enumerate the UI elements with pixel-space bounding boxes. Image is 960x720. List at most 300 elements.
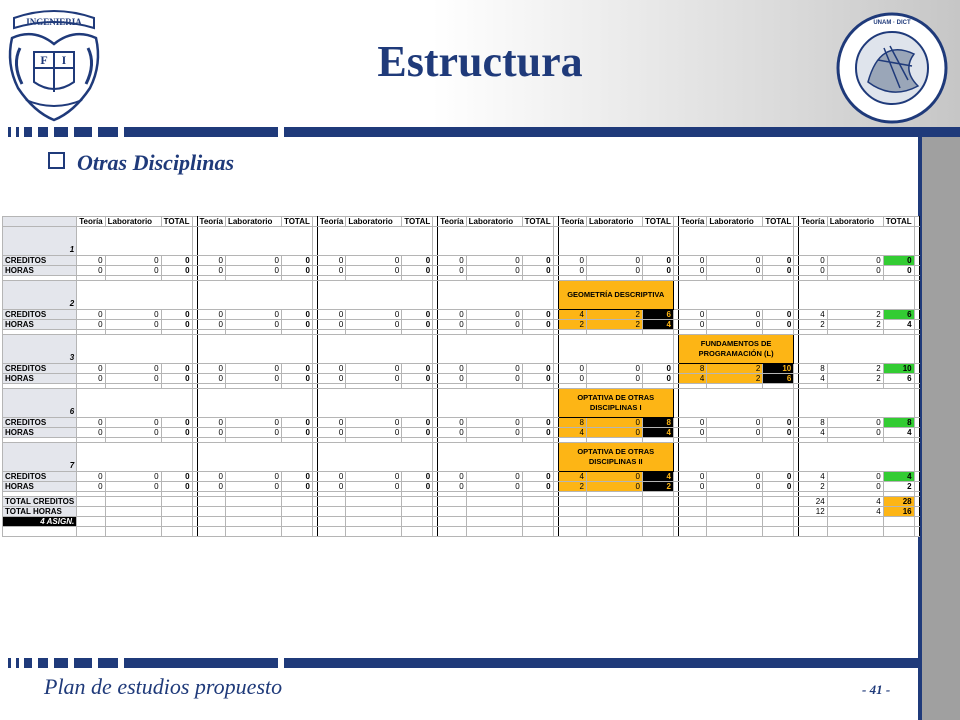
value-cell: 6 — [643, 310, 674, 320]
empty-cell — [77, 227, 192, 256]
value-cell: 0 — [77, 428, 105, 438]
value-cell: 0 — [466, 482, 522, 492]
empty-cell — [587, 527, 643, 537]
value-cell: 0 — [197, 472, 225, 482]
group-separator — [914, 364, 919, 374]
subject-name: GEOMETRÍA DESCRIPTIVA — [558, 281, 673, 310]
value-cell: 0 — [827, 472, 883, 482]
value-cell: 4 — [883, 472, 914, 482]
empty-cell — [346, 527, 402, 537]
value-cell: 0 — [707, 482, 763, 492]
empty-cell — [799, 389, 914, 418]
empty-cell — [438, 335, 553, 364]
empty-cell — [587, 497, 643, 507]
value-cell: 0 — [225, 482, 281, 492]
semester-row — [3, 443, 920, 472]
empty-cell — [317, 443, 432, 472]
value-cell: 0 — [317, 364, 345, 374]
empty-cell — [827, 527, 883, 537]
value-cell: 0 — [402, 482, 433, 492]
value-cell: 0 — [587, 364, 643, 374]
empty-cell — [317, 497, 345, 507]
value-cell: 0 — [522, 482, 553, 492]
creditos-row — [3, 256, 920, 266]
empty-cell — [678, 443, 793, 472]
value-cell: 0 — [558, 374, 586, 384]
value-cell: 4 — [558, 428, 586, 438]
empty-cell — [763, 517, 794, 527]
semester-number: 1 — [3, 227, 77, 256]
svg-text:INGENIERIA: INGENIERIA — [26, 17, 82, 27]
empty-cell — [317, 517, 345, 527]
group-separator — [914, 428, 919, 438]
horas-row — [3, 428, 920, 438]
creditos-row — [3, 418, 920, 428]
empty-cell — [438, 443, 553, 472]
empty-cell — [707, 507, 763, 517]
value-cell: 0 — [225, 374, 281, 384]
empty-cell — [438, 497, 466, 507]
value-cell: 0 — [77, 472, 105, 482]
empty-cell — [77, 335, 192, 364]
empty-cell — [678, 517, 706, 527]
subject-name: FUNDAMENTOS DE PROGRAMACIÓN (L) — [678, 335, 793, 364]
value-cell: 2 — [827, 374, 883, 384]
value-cell: 8 — [558, 418, 586, 428]
column-header: Teoría — [197, 217, 225, 227]
value-cell: 4 — [678, 374, 706, 384]
semester-number: 2 — [3, 281, 77, 310]
empty-cell — [678, 281, 793, 310]
empty-cell — [3, 527, 77, 537]
value-cell: 0 — [466, 374, 522, 384]
semester-row — [3, 389, 920, 418]
value-cell: 0 — [346, 374, 402, 384]
empty-cell — [197, 507, 225, 517]
semester-row — [3, 227, 920, 256]
value-cell: 0 — [105, 256, 161, 266]
semester-number: 6 — [3, 389, 77, 418]
empty-cell — [161, 497, 192, 507]
empty-cell — [438, 507, 466, 517]
empty-cell — [197, 527, 225, 537]
empty-cell — [317, 527, 345, 537]
footer-title: Plan de estudios propuesto — [44, 674, 283, 699]
value-cell: 0 — [225, 320, 281, 330]
empty-cell — [763, 497, 794, 507]
value-cell: 0 — [105, 310, 161, 320]
value-cell: 0 — [643, 266, 674, 276]
value-cell: 0 — [522, 256, 553, 266]
empty-cell — [225, 497, 281, 507]
value-cell: 0 — [346, 256, 402, 266]
value-cell: 0 — [707, 266, 763, 276]
value-cell: 0 — [281, 418, 312, 428]
value-cell: 0 — [402, 472, 433, 482]
value-cell: 0 — [643, 256, 674, 266]
value-cell: 8 — [799, 364, 827, 374]
column-header-row — [3, 217, 920, 227]
empty-cell — [678, 227, 793, 256]
empty-cell — [402, 497, 433, 507]
creditos-row — [3, 364, 920, 374]
empty-cell — [883, 517, 914, 527]
section-title: Otras Disciplinas — [77, 150, 235, 175]
hollow-square-bullet-icon — [48, 152, 65, 169]
value-cell: 4 — [883, 320, 914, 330]
empty-cell — [643, 497, 674, 507]
value-cell: 0 — [466, 310, 522, 320]
value-cell: 0 — [161, 374, 192, 384]
value-cell: 0 — [281, 310, 312, 320]
column-header: Teoría — [77, 217, 105, 227]
value-cell: 0 — [678, 256, 706, 266]
value-cell: 0 — [522, 320, 553, 330]
value-cell: 0 — [558, 364, 586, 374]
total-value: 24 — [799, 497, 827, 507]
value-cell: 0 — [522, 428, 553, 438]
group-separator — [914, 335, 919, 364]
totals-row — [3, 507, 920, 517]
horas-row — [3, 266, 920, 276]
empty-cell — [678, 389, 793, 418]
column-header: TOTAL — [161, 217, 192, 227]
empty-cell — [105, 507, 161, 517]
group-separator — [914, 517, 919, 527]
value-cell: 0 — [402, 310, 433, 320]
empty-cell — [707, 517, 763, 527]
semester-row — [3, 335, 920, 364]
svg-text:UNAM · DICT: UNAM · DICT — [873, 20, 911, 26]
column-header: Teoría — [558, 217, 586, 227]
empty-cell — [317, 227, 432, 256]
value-cell: 0 — [763, 418, 794, 428]
value-cell: 0 — [225, 310, 281, 320]
value-cell: 0 — [281, 472, 312, 482]
value-cell: 0 — [161, 364, 192, 374]
value-cell: 0 — [522, 310, 553, 320]
svg-text:I: I — [61, 53, 67, 67]
value-cell: 0 — [827, 256, 883, 266]
empty-cell — [402, 527, 433, 537]
value-cell: 8 — [799, 418, 827, 428]
totals-row — [3, 497, 920, 507]
value-cell: 0 — [346, 482, 402, 492]
empty-cell — [317, 389, 432, 418]
group-separator — [914, 507, 919, 517]
value-cell: 2 — [643, 482, 674, 492]
value-cell: 2 — [799, 320, 827, 330]
total-value: 12 — [799, 507, 827, 517]
value-cell: 0 — [317, 256, 345, 266]
value-cell: 0 — [281, 374, 312, 384]
horas-row — [3, 320, 920, 330]
value-cell: 0 — [799, 256, 827, 266]
empty-cell — [466, 527, 522, 537]
empty-cell — [466, 507, 522, 517]
value-cell: 2 — [827, 320, 883, 330]
value-cell: 0 — [161, 266, 192, 276]
value-cell: 0 — [105, 472, 161, 482]
empty-cell — [317, 507, 345, 517]
value-cell: 0 — [522, 418, 553, 428]
row-label: CREDITOS — [3, 364, 77, 374]
value-cell: 6 — [763, 374, 794, 384]
value-cell: 0 — [77, 418, 105, 428]
value-cell: 0 — [281, 320, 312, 330]
page-title: Estructura — [377, 37, 583, 86]
value-cell: 0 — [225, 266, 281, 276]
column-header: TOTAL — [763, 217, 794, 227]
value-cell: 0 — [827, 428, 883, 438]
empty-cell — [77, 517, 105, 527]
empty-cell — [707, 497, 763, 507]
empty-cell — [346, 497, 402, 507]
value-cell: 8 — [883, 418, 914, 428]
group-separator — [914, 418, 919, 428]
empty-cell — [558, 497, 586, 507]
column-header: TOTAL — [281, 217, 312, 227]
value-cell: 0 — [707, 320, 763, 330]
value-cell: 0 — [281, 266, 312, 276]
empty-cell — [438, 227, 553, 256]
empty-cell — [763, 527, 794, 537]
value-cell: 0 — [763, 320, 794, 330]
value-cell: 0 — [105, 320, 161, 330]
column-header: TOTAL — [522, 217, 553, 227]
group-separator — [914, 227, 919, 256]
value-cell: 0 — [827, 482, 883, 492]
value-cell: 0 — [587, 374, 643, 384]
group-separator — [914, 374, 919, 384]
value-cell: 0 — [161, 472, 192, 482]
value-cell: 0 — [317, 472, 345, 482]
value-cell: 10 — [763, 364, 794, 374]
value-cell: 2 — [587, 310, 643, 320]
value-cell: 0 — [161, 256, 192, 266]
total-value: 16 — [883, 507, 914, 517]
value-cell: 0 — [161, 418, 192, 428]
value-cell: 0 — [317, 320, 345, 330]
semester-row — [3, 281, 920, 310]
value-cell: 2 — [707, 374, 763, 384]
value-cell: 0 — [466, 428, 522, 438]
empty-cell — [438, 389, 553, 418]
empty-cell — [77, 527, 105, 537]
value-cell: 0 — [317, 266, 345, 276]
value-cell: 2 — [558, 482, 586, 492]
value-cell: 0 — [587, 472, 643, 482]
empty-cell — [197, 517, 225, 527]
value-cell: 0 — [678, 320, 706, 330]
value-cell: 0 — [707, 418, 763, 428]
column-header: Laboratorio — [105, 217, 161, 227]
group-separator — [914, 472, 919, 482]
value-cell: 0 — [197, 428, 225, 438]
value-cell: 0 — [587, 428, 643, 438]
value-cell: 0 — [438, 418, 466, 428]
value-cell: 0 — [402, 428, 433, 438]
value-cell: 0 — [281, 364, 312, 374]
value-cell: 0 — [346, 418, 402, 428]
value-cell: 4 — [799, 374, 827, 384]
value-cell: 2 — [707, 364, 763, 374]
empty-cell — [466, 497, 522, 507]
empty-cell — [197, 335, 312, 364]
column-header: Teoría — [317, 217, 345, 227]
column-header: Laboratorio — [466, 217, 522, 227]
right-side-band — [922, 137, 960, 720]
horas-row — [3, 374, 920, 384]
row-label: CREDITOS — [3, 256, 77, 266]
value-cell: 0 — [438, 374, 466, 384]
empty-cell — [643, 527, 674, 537]
column-header: Laboratorio — [225, 217, 281, 227]
value-cell: 0 — [402, 418, 433, 428]
column-header: Laboratorio — [346, 217, 402, 227]
filler-row — [3, 527, 920, 537]
value-cell: 0 — [197, 310, 225, 320]
value-cell: 2 — [558, 320, 586, 330]
column-header: Teoría — [799, 217, 827, 227]
value-cell: 4 — [799, 472, 827, 482]
horas-row — [3, 482, 920, 492]
group-separator — [914, 443, 919, 472]
value-cell: 0 — [827, 266, 883, 276]
value-cell: 0 — [105, 374, 161, 384]
empty-cell — [438, 527, 466, 537]
value-cell: 0 — [466, 266, 522, 276]
page-number: - 41 - — [862, 682, 891, 697]
empty-cell — [77, 507, 105, 517]
value-cell: 0 — [402, 374, 433, 384]
column-header: Teoría — [438, 217, 466, 227]
empty-cell — [707, 527, 763, 537]
value-cell: 0 — [197, 418, 225, 428]
value-cell: 2 — [827, 310, 883, 320]
empty-cell — [522, 527, 553, 537]
value-cell: 0 — [763, 256, 794, 266]
row-label: HORAS — [3, 374, 77, 384]
value-cell: 0 — [317, 374, 345, 384]
group-separator — [914, 217, 919, 227]
group-separator — [914, 482, 919, 492]
value-cell: 0 — [105, 266, 161, 276]
value-cell: 0 — [438, 364, 466, 374]
value-cell: 0 — [161, 320, 192, 330]
value-cell: 10 — [883, 364, 914, 374]
value-cell: 0 — [197, 266, 225, 276]
value-cell: 0 — [438, 482, 466, 492]
empty-cell — [558, 517, 586, 527]
value-cell: 0 — [763, 266, 794, 276]
subjects-count-row — [3, 517, 920, 527]
empty-cell — [643, 517, 674, 527]
empty-cell — [558, 227, 673, 256]
value-cell: 0 — [197, 256, 225, 266]
value-cell: 2 — [799, 482, 827, 492]
value-cell: 0 — [161, 428, 192, 438]
value-cell: 8 — [643, 418, 674, 428]
subject-name: OPTATIVA DE OTRAS DISCIPLINAS I — [558, 389, 673, 418]
value-cell: 0 — [346, 428, 402, 438]
structure-spreadsheet — [2, 216, 920, 537]
empty-cell — [105, 527, 161, 537]
empty-cell — [197, 227, 312, 256]
value-cell: 4 — [558, 310, 586, 320]
empty-cell — [346, 517, 402, 527]
value-cell: 0 — [105, 428, 161, 438]
group-separator — [914, 310, 919, 320]
column-header: Laboratorio — [707, 217, 763, 227]
empty-cell — [466, 517, 522, 527]
value-cell: 0 — [402, 320, 433, 330]
value-cell: 0 — [587, 266, 643, 276]
empty-cell — [281, 497, 312, 507]
value-cell: 0 — [225, 428, 281, 438]
semester-number: 3 — [3, 335, 77, 364]
value-cell: 4 — [883, 428, 914, 438]
value-cell: 0 — [197, 482, 225, 492]
value-cell: 0 — [678, 310, 706, 320]
value-cell: 0 — [587, 256, 643, 266]
creditos-row — [3, 310, 920, 320]
empty-cell — [799, 335, 914, 364]
empty-cell — [197, 281, 312, 310]
empty-cell — [281, 527, 312, 537]
totals-label: TOTAL CREDITOS — [3, 497, 77, 507]
empty-cell — [799, 227, 914, 256]
empty-cell — [799, 517, 827, 527]
empty-cell — [799, 527, 827, 537]
value-cell: 0 — [438, 472, 466, 482]
value-cell: 0 — [643, 374, 674, 384]
value-cell: 0 — [197, 374, 225, 384]
value-cell: 0 — [522, 374, 553, 384]
group-separator — [914, 527, 919, 537]
value-cell: 0 — [161, 310, 192, 320]
empty-cell — [346, 507, 402, 517]
value-cell: 0 — [587, 418, 643, 428]
value-cell: 0 — [522, 266, 553, 276]
value-cell: 0 — [161, 482, 192, 492]
value-cell: 0 — [522, 364, 553, 374]
value-cell: 0 — [105, 482, 161, 492]
empty-cell — [678, 527, 706, 537]
row-label: CREDITOS — [3, 418, 77, 428]
value-cell: 0 — [438, 428, 466, 438]
subjects-count: 4 ASIGN. — [3, 517, 77, 527]
row-label: HORAS — [3, 266, 77, 276]
value-cell: 2 — [883, 482, 914, 492]
totals-label: TOTAL HORAS — [3, 507, 77, 517]
semester-number: 7 — [3, 443, 77, 472]
section-heading — [48, 150, 234, 176]
value-cell: 4 — [558, 472, 586, 482]
value-cell: 0 — [438, 310, 466, 320]
empty-cell — [225, 527, 281, 537]
empty-cell — [587, 507, 643, 517]
value-cell: 0 — [558, 256, 586, 266]
value-cell: 0 — [707, 472, 763, 482]
value-cell: 0 — [587, 482, 643, 492]
column-header: TOTAL — [643, 217, 674, 227]
value-cell: 0 — [281, 482, 312, 492]
value-cell: 0 — [466, 418, 522, 428]
corner-cell — [3, 217, 77, 227]
value-cell: 0 — [197, 320, 225, 330]
empty-cell — [587, 517, 643, 527]
